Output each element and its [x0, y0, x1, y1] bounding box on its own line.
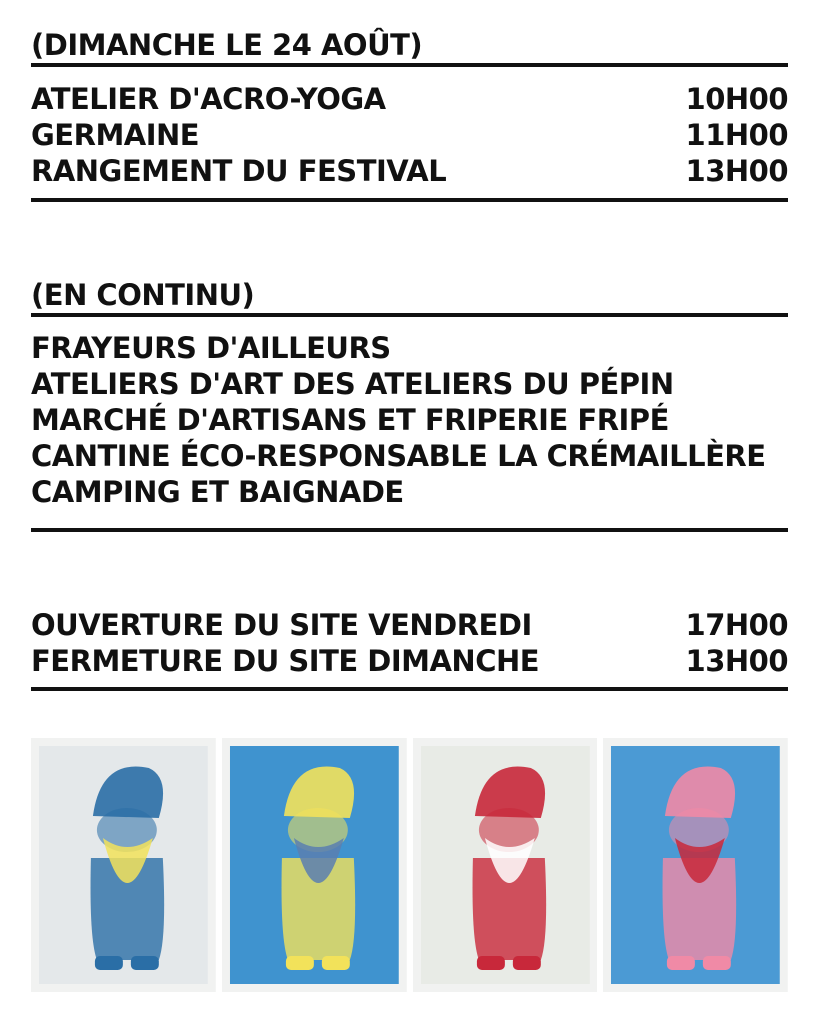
- sunday-heading: (DIMANCHE LE 24 AOÛT): [31, 28, 423, 62]
- list-item: FRAYEURS D'AILLEURS: [31, 331, 391, 365]
- divider: [31, 313, 788, 317]
- list-item: ATELIERS D'ART DES ATELIERS DU PÉPIN: [31, 367, 674, 401]
- divider: [31, 198, 788, 202]
- gnome-print-multicolor-icon: [413, 738, 598, 992]
- gnome-print-yellow-icon: [222, 738, 407, 992]
- divider: [31, 63, 788, 67]
- event-time: 13H00: [685, 154, 788, 188]
- site-schedule: [31, 607, 788, 679]
- schedule-row: [31, 607, 788, 643]
- divider: [31, 687, 788, 691]
- list-item: MARCHÉ D'ARTISANS ET FRIPERIE FRIPÉ: [31, 403, 669, 437]
- event-label: ATELIER D'ACRO-YOGA: [31, 82, 386, 116]
- event-label: FERMETURE DU SITE DIMANCHE: [31, 644, 540, 678]
- continuous-heading: (EN CONTINU): [31, 278, 255, 312]
- list-item: CANTINE ÉCO-RESPONSABLE LA CRÉMAILLÈRE: [31, 439, 766, 473]
- divider: [31, 528, 788, 532]
- event-label: GERMAINE: [31, 118, 200, 152]
- event-time: 10H00: [685, 82, 788, 116]
- continuous-list: [31, 330, 788, 510]
- event-time: 13H00: [685, 644, 788, 678]
- gnome-print-magenta-icon: [603, 738, 788, 992]
- gnome-prints: [31, 738, 788, 992]
- schedule-row: [31, 153, 788, 189]
- sunday-schedule: [31, 81, 788, 189]
- event-label: OUVERTURE DU SITE VENDREDI: [31, 608, 532, 642]
- event-time: 11H00: [685, 118, 788, 152]
- event-label: RANGEMENT DU FESTIVAL: [31, 154, 447, 188]
- schedule-row: [31, 117, 788, 153]
- schedule-row: [31, 643, 788, 679]
- list-item: CAMPING ET BAIGNADE: [31, 475, 404, 509]
- event-time: 17H00: [685, 608, 788, 642]
- schedule-row: [31, 81, 788, 117]
- gnome-print-cyan-icon: [31, 738, 216, 992]
